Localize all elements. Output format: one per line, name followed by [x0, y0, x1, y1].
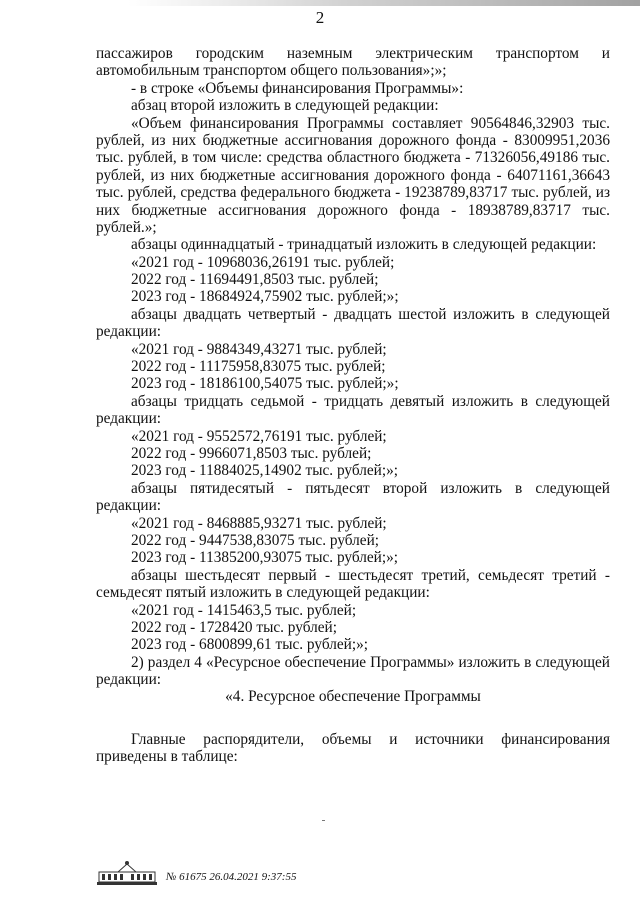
text-line: «2021 год - 10968036,26191 тыс. рублей;	[131, 253, 395, 271]
text-line: абзацы двадцать четвертый - двадцать шестой изложить в следующей	[131, 305, 610, 323]
text-line: 2023 год - 6800899,61 тыс. рублей;»;	[131, 636, 368, 654]
text-line: Главные распорядители, объемы и источники финансирования	[131, 730, 610, 748]
document-footer	[96, 856, 296, 886]
text-line: рублей, из них бюджетные ассигнования дорожного фонда - 64071161,36643	[96, 166, 610, 184]
text-line: 2023 год - 11884025,14902 тыс. рублей;»;	[131, 462, 399, 480]
document-registration-number: № 61675 26.04.2021 9:37:55	[166, 871, 297, 883]
text-line: рублей, из них бюджетные ассигнования дорожного фонда - 83009951,2036	[96, 131, 610, 149]
text-line: «2021 год - 8468885,93271 тыс. рублей;	[131, 514, 387, 532]
text-line: «Объем финансирования Программы составляет 90564846,32903 тыс.	[131, 114, 610, 132]
page-number: 2	[315, 8, 325, 27]
text-line: 2022 год - 11694491,8503 тыс. рублей;	[131, 271, 379, 289]
text-line: приведены в таблице:	[96, 748, 238, 766]
building-stamp-icon	[96, 858, 158, 886]
text-line: «2021 год - 9552572,76191 тыс. рублей;	[131, 427, 387, 445]
document-body	[96, 45, 610, 766]
text-line: редакции:	[96, 671, 162, 689]
text-line: «4. Ресурсное обеспечение Программы	[225, 688, 481, 706]
text-line: редакции:	[96, 497, 162, 515]
text-line: 2023 год - 11385200,93075 тыс. рублей;»;	[131, 549, 399, 567]
text-line: абзацы одиннадцатый - тринадцатый изложить в следующей редакции:	[131, 236, 597, 254]
text-line: 2022 год - 1728420 тыс. рублей;	[131, 618, 337, 636]
text-line: редакции:	[96, 410, 162, 428]
text-line: «2021 год - 9884349,43271 тыс. рублей;	[131, 340, 387, 358]
text-line: семьдесят пятый изложить в следующей редакции:	[96, 584, 430, 602]
text-line: рублей.»;	[96, 218, 157, 236]
text-line: абзацы шестьдесят первый - шестьдесят третий, семьдесят третий -	[131, 566, 610, 584]
text-line: 2023 год - 18186100,54075 тыс. рублей;»;	[131, 375, 399, 393]
text-line: тыс. рублей, в том числе: средства областного бюджета - 71326056,49186 тыс.	[96, 149, 610, 167]
text-line: «2021 год - 1415463,5 тыс. рублей;	[131, 601, 357, 619]
text-line: абзацы тридцать седьмой - тридцать девятый изложить в следующей	[131, 392, 610, 410]
text-line: 2022 год - 9447538,83075 тыс. рублей;	[131, 531, 380, 549]
text-line: них бюджетные ассигнования дорожного фонда - 18938789,83717 тыс.	[96, 201, 610, 219]
text-line: - в строке «Объемы финансирования Программы»:	[131, 79, 464, 97]
text-line: автомобильным транспортом общего пользования»;»;	[96, 62, 447, 80]
text-line: абзацы пятидесятый - пятьдесят второй изложить в следующей	[131, 479, 610, 497]
scan-edge-shadow	[0, 0, 640, 6]
text-line: 2022 год - 9966071,8503 тыс. рублей;	[131, 444, 372, 462]
scan-speck	[322, 820, 325, 821]
text-line: 2023 год - 18684924,75902 тыс. рублей;»;	[131, 288, 399, 306]
text-line: редакции:	[96, 323, 162, 341]
text-line: абзац второй изложить в следующей редакции:	[131, 97, 439, 115]
text-line: тыс. рублей, средства федерального бюджета - 19238789,83717 тыс. рублей, из	[96, 184, 610, 202]
paragraph-gap	[96, 706, 610, 731]
text-line: 2022 год - 11175958,83075 тыс. рублей;	[131, 358, 386, 376]
text-line: пассажиров городским наземным электрическим транспортом и	[96, 45, 610, 62]
text-line: 2) раздел 4 «Ресурсное обеспечение Программы» изложить в следующей	[131, 653, 610, 671]
